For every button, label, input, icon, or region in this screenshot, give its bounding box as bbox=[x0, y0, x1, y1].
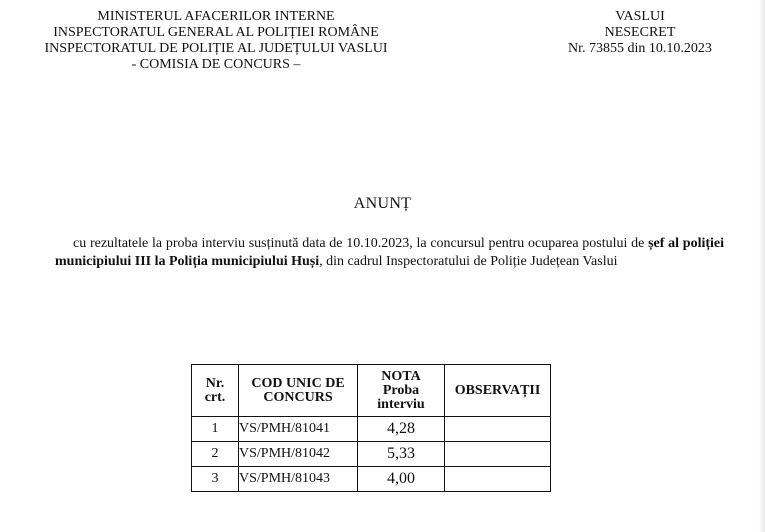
cell-observatii bbox=[445, 417, 551, 442]
institution-header bbox=[20, 9, 412, 73]
header-nr-line2: crt. bbox=[204, 389, 226, 405]
cell-cod: VS/PMH/81043 bbox=[239, 467, 358, 492]
header-line-ministry: MINISTERUL AFACERILOR INTERNE bbox=[97, 9, 335, 24]
reference-city: VASLUI bbox=[615, 9, 665, 24]
cell-cod: VS/PMH/81042 bbox=[239, 442, 358, 467]
header-nota-line2: Proba bbox=[382, 382, 420, 398]
page-edge-shadow bbox=[759, 0, 765, 532]
cell-nota: 4,00 bbox=[358, 467, 445, 492]
header-nr-crt bbox=[192, 365, 239, 417]
document-title: ANUNȚ bbox=[353, 195, 412, 212]
results-table bbox=[191, 364, 551, 492]
header-cod-unic bbox=[239, 365, 358, 417]
cell-observatii bbox=[445, 467, 551, 492]
header-line-ipj: INSPECTORATUL DE POLIȚIE AL JUDEȚULUI VASLUI bbox=[44, 41, 388, 56]
header-line-commission: - COMISIA DE CONCURS – bbox=[131, 57, 301, 72]
cell-nr: 1 bbox=[192, 417, 239, 442]
cell-nr: 3 bbox=[192, 467, 239, 492]
table-row bbox=[192, 467, 551, 492]
header-cod-line2: CONCURS bbox=[263, 389, 333, 405]
cell-observatii bbox=[445, 442, 551, 467]
document-reference bbox=[540, 9, 740, 57]
table-row bbox=[192, 442, 551, 467]
header-nota-line1: NOTA bbox=[381, 368, 421, 384]
header-nr-line1: Nr. bbox=[205, 375, 225, 391]
cell-nota: 4,28 bbox=[358, 417, 445, 442]
reference-number: Nr. 73855 din 10.10.2023 bbox=[568, 41, 712, 56]
header-observatii: OBSERVAȚII bbox=[445, 365, 551, 417]
table-row bbox=[192, 417, 551, 442]
intro-text-start: cu rezultatele la proba interviu susținută data de 10.10.2023, la concursul pentru ocuparea postului de bbox=[73, 236, 645, 251]
intro-position-name: șef al poliției municipiului III la Poliția municipiului Huși bbox=[55, 236, 725, 269]
cell-nr: 2 bbox=[192, 442, 239, 467]
header-line-igpr: INSPECTORATUL GENERAL AL POLIȚIEI ROMÂNE bbox=[53, 25, 379, 40]
intro-text-end: , din cadrul Inspectoratului de Poliție Județean Vaslui bbox=[319, 254, 618, 269]
reference-classification: NESECRET bbox=[604, 25, 676, 40]
header-cod-line1: COD UNIC DE bbox=[251, 375, 345, 391]
announcement-paragraph bbox=[55, 235, 724, 271]
cell-nota: 5,33 bbox=[358, 442, 445, 467]
header-nota bbox=[358, 365, 445, 417]
header-nota-line3: interviu bbox=[377, 396, 425, 412]
cell-cod: VS/PMH/81041 bbox=[239, 417, 358, 442]
table-header-row bbox=[192, 365, 551, 417]
